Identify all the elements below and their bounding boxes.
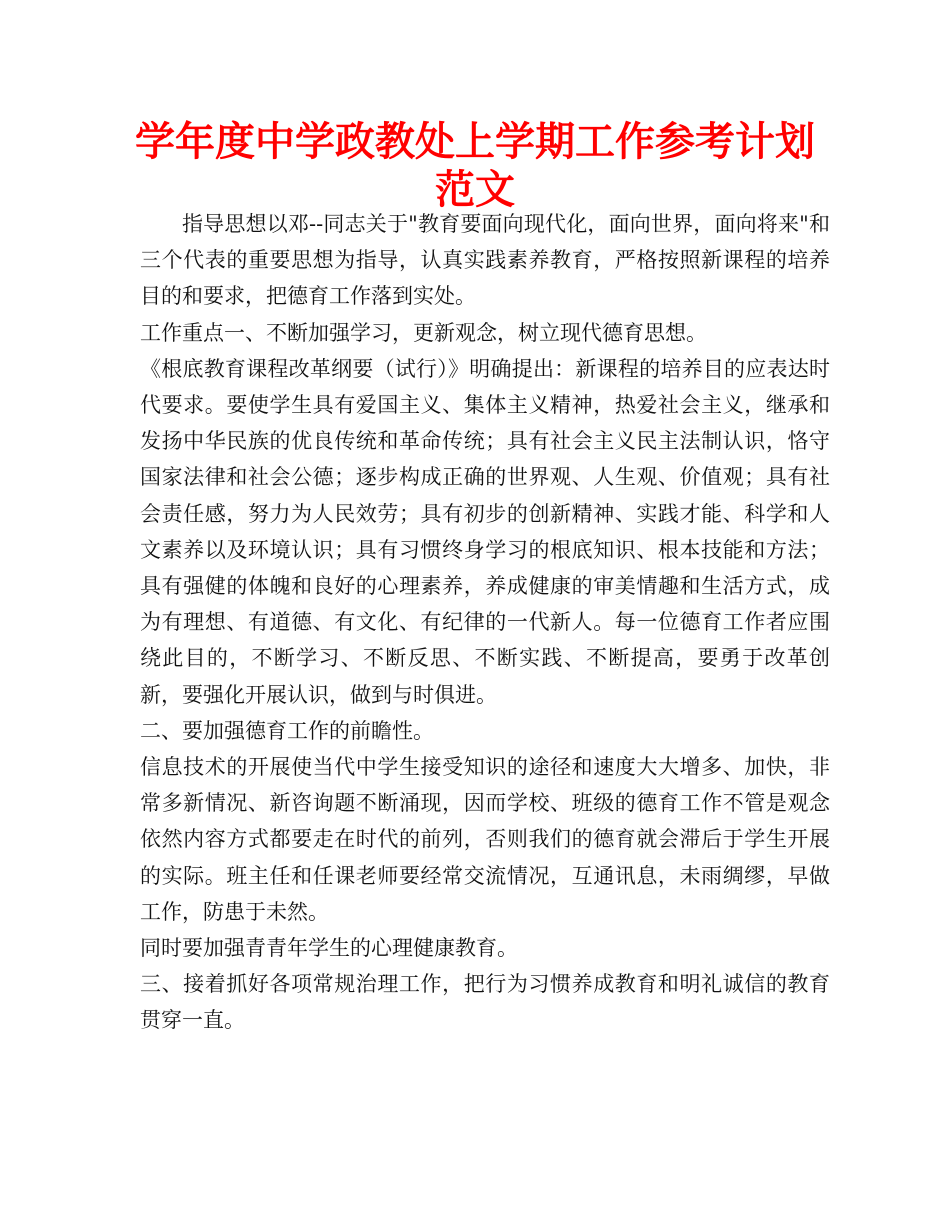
paragraph-guiding-ideology: 指导思想以邓--同志关于"教育要面向现代化，面向世界，面向将来"和三个代表的重要思想为指导，认真实践素养教育，严格按照新课程的培养目的和要求，把德育工作落到实处。 bbox=[140, 212, 830, 309]
paragraph-information-technology: 信息技术的开展使当代中学生接受知识的途径和速度大大增多、加快，非常多新情况、新咨询题不断涌现，因而学校、班级的德育工作不管是观念依然内容方式都要走在时代的前列，否则我们的德育就会滞后于学生开展的实际。班主任和任课老师要经常交流情况，互通讯息，未雨绸缪，早做工作，防患于未然。 bbox=[140, 755, 830, 924]
paragraph-key-point-three: 三、接着抓好各项常规治理工作，把行为习惯养成教育和明礼诚信的教育贯穿一直。 bbox=[140, 972, 830, 1033]
paragraph-curriculum-reform: 《根底教育课程改革纲要（试行）》明确提出：新课程的培养目的应表达时代要求。要使学生具有爱国主义、集体主义精神，热爱社会主义，继承和发扬中华民族的优良传统和革命传统；具有社会主义民主法制认识，恪守国家法律和社会公德；逐步构成正确的世界观、人生观、价值观；具有社会责任感，努力为人民效劳；具有初步的创新精神、实践才能、科学和人文素养以及环境认识；具有习惯终身学习的根底知识、根本技能和方法；具有强健的体魄和良好的心理素养，养成健康的审美情趣和生活方式，成为有理想、有道德、有文化、有纪律的一代新人。每一位德育工作者应围绕此目的，不断学习、不断反思、不断实践、不断提高，要勇于改革创新，要强化开展认识，做到与时俱进。 bbox=[140, 356, 830, 707]
document-title: 学年度中学政教处上学期工作参考计划范文 bbox=[135, 119, 815, 213]
paragraph-key-point-two: 二、要加强德育工作的前瞻性。 bbox=[140, 718, 434, 743]
document-body bbox=[140, 206, 830, 1039]
paragraph-mental-health: 同时要加强青青年学生的心理健康教育。 bbox=[140, 936, 518, 961]
paragraph-key-point-one: 工作重点一、不断加强学习，更新观念，树立现代德育思想。 bbox=[140, 320, 707, 345]
